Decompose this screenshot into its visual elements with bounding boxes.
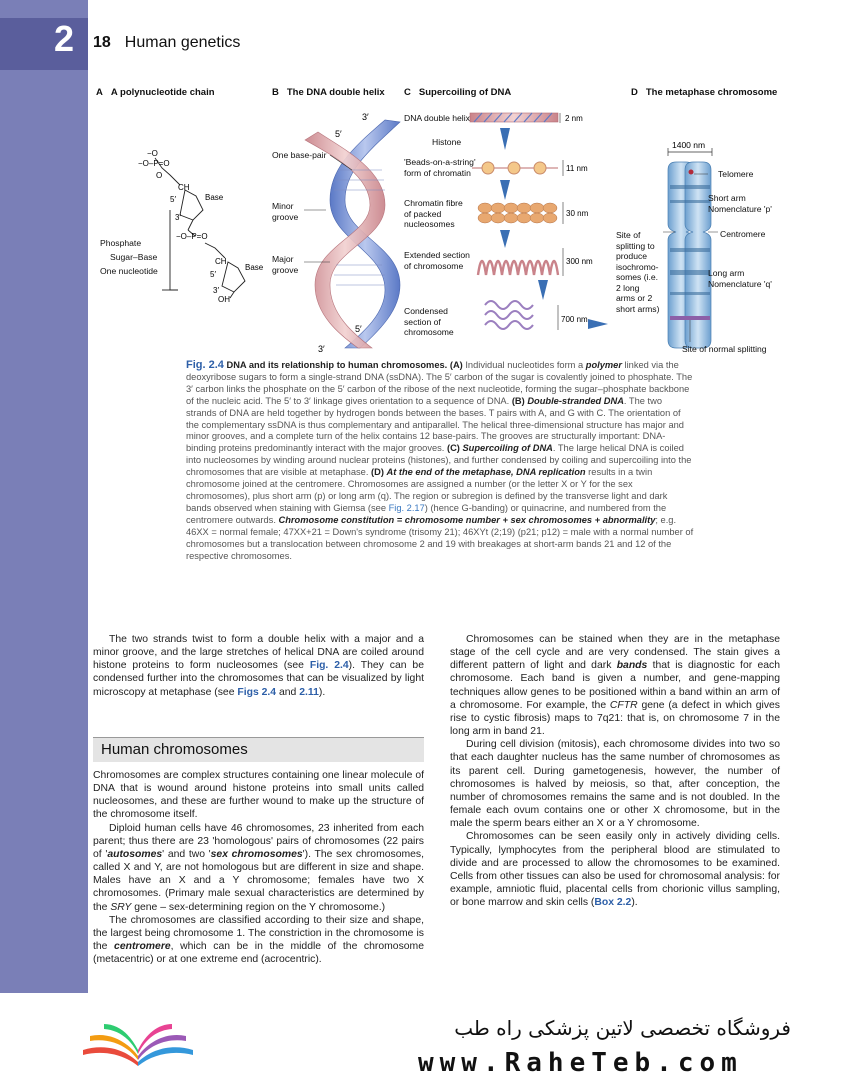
helix-5-prime-bottom: 5′ — [355, 324, 362, 334]
beads-label: 'Beads-on-a-string' form of chromatin — [404, 157, 476, 178]
right-column-body: Chromosomes can be stained when they are in the metaphase stage of the cell cycle and are very condensed. The stain gives a different pattern of light and dark bands that is diagnostic for each chromosome. Each band is given a number, and gene-mapping techniques allow genes to be positioned within a band within an arm of a chromosome. For example, the CFTR gene (a defect in which gives rise to cystic fibrosis) maps to 7q21: that is, on chromosome 7 in the long arm in band 21. During cell division (mitosis), each chromosome divides into two so that each daughter nucleus has the same number of chromosomes as its parent cell. During gametogenesis, however, the number of chromosomes is halved by meiosis, so that, after conception, the number of chromosomes remains the same and is not doubled. In the female each ovum contains one or other X chromosome, but in the male the sperm bears either an X or a Y chromosome. Chromosomes can be seen easily only in actively dividing cells. Typically, lymphocytes from the peripheral blood are stimulated to divide and are processed to allow the chromosomes to be examined. Cells from other tissues can also be used for chromosomal analysis: for example, amniotic fluid, placental cells from chorionic villus sampling, or bone marrow and skin cells (Box 2.2). — [450, 634, 781, 909]
carbon-5-label-2: 5′ — [210, 270, 216, 279]
left-column-intro: The two strands twist to form a double helix with a major and a minor groove, and the large stretches of helical DNA are coiled around histone proteins to form nucleosomes (see Fig. 2.4). They can be condensed further into the chromosomes that can be visualized by light microscopy at metaphase (see Figs 2.4 and 2.11). — [93, 634, 424, 698]
long-arm-label: Long arm Nomenclature 'q' — [708, 268, 772, 289]
helix-3-prime-top: 3′ — [362, 112, 369, 122]
carbon-5-label-1: 5′ — [170, 195, 176, 204]
phosphate-group-2: −O–P=O — [176, 232, 208, 241]
extended-section-label: Extended section of chromosome — [404, 250, 470, 271]
fig-2-11-link[interactable]: 2.11 — [299, 686, 319, 698]
hydroxyl-label: OH — [218, 295, 230, 304]
figs-2-4-link[interactable]: Figs 2.4 — [237, 686, 277, 698]
condensed-section-label: Condensed section of chromosome — [404, 306, 454, 337]
chromatin-fibre-label: Chromatin fibre of packed nucleosomes — [404, 198, 463, 229]
telomere-label: Telomere — [718, 169, 754, 179]
base-label-1: Base — [205, 193, 224, 202]
book-title: Human genetics — [124, 34, 241, 51]
carbon-3-label-2: 3′ — [213, 286, 219, 295]
oxygen-label-2: O — [156, 171, 163, 180]
short-arm-label: Short arm Nomenclature 'p' — [708, 193, 772, 214]
scale-300nm: 300 nm — [566, 257, 593, 266]
chromosome-width: 1400 nm — [672, 140, 706, 150]
panel-a-title: A A polynucleotide chain — [96, 87, 215, 98]
normal-splitting-label: Site of normal splitting — [682, 344, 767, 354]
isochromosome-site-label: Site of splitting to produce isochromo- somes (i.e. 2 long arms or 2 short arms) — [616, 230, 660, 314]
base-label-2: Base — [245, 263, 264, 272]
fig-2-4-link[interactable]: Fig. 2.4 — [309, 660, 349, 672]
figure-caption: Fig. 2.4 DNA and its relationship to human chromosomes. (A) Individual nucleotides form a polymer linked via the deoxyribose sugars to form a single-strand DNA (ssDNA). The 5′ carbon of the sugar is covalently joined to phosphate. The 3′ carbon links the phosphate on the 5′ carbon of the ribose of the next nucleotide, forming the sugar–phosphate backbone of the nucleic acid. The 5′ to 3′ linkage gives orientation to a sequence of DNA. (B) Double-stranded DNA. The two strands of DNA are held together by hydrogen bonds between the bases. T pairs with A, and G with C. The orientation of the complementary ssDNA is thus complementary and antiparallel. The helical three-dimensional structure has major and minor grooves, and a complete turn of the helix contains 12 base-pairs. The grooves are structurally important: DNA-binding proteins predominantly interact with the major grooves. (C) Supercoiling of DNA. The large helical DNA is coiled into nucleosomes by winding around nuclear proteins (histones), and further condensed by coiling and supercoiling into the chromosomes that are visible at metaphase. (D) At the end of the metaphase, DNA replication results in a twin chromosome joined at the centromere. Chromosomes are assigned a number (or the letter X or Y for the sex chromosomes), plus short arm (p) or long arm (q). The region or subregion is defined by the transverse light and dark bands observed when staining with Giemsa (see Fig. 2.17) (hence G-banding) or quinacrine, and numbered from the centromere outwards. Chromosome constitution = chromosome number + sex chromosomes + abnormality; e.g. 46XX = normal female; 47XX+21 = Down's syndrome (trisomy 21); 46XYt (2;19) (p21; p12) = male with a normal number of chromosomes but a translocation between chromosome 2 and 19 with breakages at short-arm bands 21 and 12 of the respective chromosomes. — [186, 359, 694, 561]
major-groove-label: Major groove — [272, 254, 299, 275]
nucleotide-structure — [155, 158, 245, 298]
book-logo — [78, 1010, 198, 1072]
section-heading-bar — [93, 737, 424, 762]
left-column-body: Chromosomes are complex structures containing one linear molecule of DNA that is wound around histone proteins into small units called nucleosomes, and these are further wound to make up the structure of the chromosome itself. Diploid human cells have 46 chromosomes, 23 inherited from each parent; thus there are 23 'homologous' pairs of chromosomes (22 pairs of 'autosomes' and two 'sex chromosomes'). The sex chromosomes, called X and Y, are not homologous but are different in size and shape. Males have an X and a Y chromosome; females have two X chromosomes. (Primary male sexual characteristics are determined by the SRY gene – sex-determining region on the Y chromosome.) The chromosomes are classified according to their size and shape, the largest being chromosome 1. The constriction in the chromosome is the centromere, which can be in the middle of the chromosome (metacentric) or at one extreme end (acrocentric). — [93, 770, 425, 966]
one-nucleotide-label: One nucleotide — [100, 266, 158, 276]
scale-30nm: 30 nm — [566, 209, 589, 218]
phosphate-group-1: −O–P=O — [138, 159, 170, 168]
histone-label: Histone — [432, 137, 462, 147]
metaphase-chromosome — [663, 148, 718, 348]
supercoiling-diagram — [470, 113, 608, 330]
panel-b-title: B The DNA double helix — [272, 87, 385, 98]
box-2-2-link[interactable]: Box 2.2 — [594, 897, 632, 909]
sugar-base-label: Sugar–Base — [110, 252, 158, 262]
section-heading: Human chromosomes — [101, 741, 248, 758]
figure-number: Fig. 2.4 — [186, 359, 224, 371]
oxygen-label-1: −O — [147, 149, 158, 158]
helix-3-prime-bottom: 3′ — [318, 344, 325, 354]
page-number: 18 — [93, 34, 111, 51]
centromere-label: Centromere — [720, 229, 766, 239]
chapter-number: 2 — [54, 18, 75, 59]
ch2-label-1: CH — [178, 183, 190, 192]
helix-5-prime-top: 5′ — [335, 129, 342, 139]
scale-700nm: 700 nm — [561, 315, 588, 324]
panel-d-title: D The metaphase chromosome — [631, 87, 778, 98]
shop-name: فروشگاه تخصصی لاتین پزشکی راه طب — [454, 1016, 791, 1040]
fig-2-17-link[interactable]: Fig. 2.17 — [388, 502, 425, 513]
panel-c-title: C Supercoiling of DNA — [404, 87, 512, 98]
scale-2nm: 2 nm — [565, 114, 583, 123]
dna-helix-label: DNA double helix — [404, 113, 470, 123]
shop-url[interactable]: www.RaheTeb.com — [418, 1048, 743, 1078]
one-base-pair-label: One base-pair — [272, 150, 327, 160]
carbon-3-label-1: 3′ — [175, 213, 181, 222]
minor-groove-label: Minor groove — [272, 201, 299, 222]
ch2-label-2: CH — [215, 257, 227, 266]
phosphate-label: Phosphate — [100, 238, 142, 248]
scale-11nm: 11 nm — [566, 164, 588, 173]
